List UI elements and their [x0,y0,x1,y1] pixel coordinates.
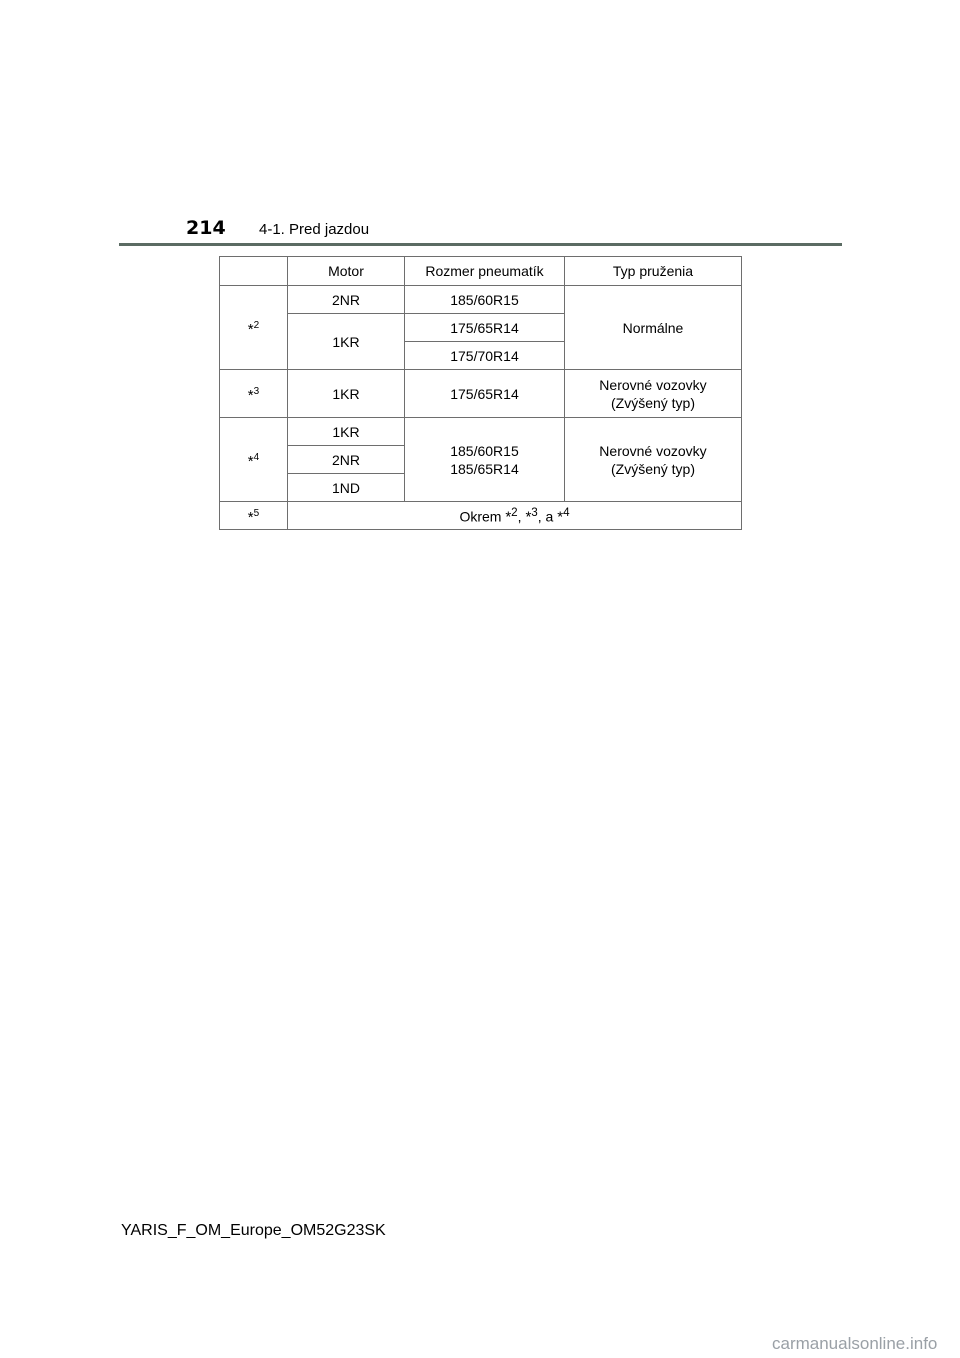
watermark: carmanualsonline.info [772,1334,938,1353]
column-header-tire-size: Rozmer pneumatík [405,257,565,286]
engine-cell: 1KR [288,314,405,370]
engine-cell: 2NR [288,286,405,314]
row-marker-2: *$^2$ [220,286,288,370]
suspension-cell [565,418,742,502]
suspension-cell [565,370,742,418]
except-cell: Okrem *$^2$, *$^3$, a *$^4$ [288,502,742,530]
footer-doc-code: YARIS_F_OM_Europe_OM52G23SK [121,1222,386,1239]
row-marker-3: *$^3$ [220,370,288,418]
suspension-line: (Zvýšený typ) [610,460,695,477]
spec-table [219,256,742,530]
tire-cell: 175/65R14 [405,370,565,418]
table-row [220,502,742,530]
table-row [220,370,742,418]
tire-line: 185/65R14 [450,460,519,477]
column-header-suspension: Typ pruženia [565,257,742,286]
engine-cell: 1ND [288,474,405,502]
suspension-line: (Zvýšený typ) [610,394,695,411]
row-marker-5: *$^5$ [220,502,288,530]
page-number: 214 [186,217,226,239]
tire-line: 185/60R15 [450,442,519,459]
table-row [220,418,742,446]
column-header-blank [220,257,288,286]
section-title: 4-1. Pred jazdou [259,221,370,238]
engine-cell: 1KR [288,418,405,446]
column-header-motor: Motor [288,257,405,286]
header-rule [119,243,842,246]
suspension-line: Nerovné vozovky [599,442,707,459]
suspension-line: Nerovné vozovky [599,376,707,393]
tire-cell: 175/70R14 [405,342,565,370]
tire-cell: 175/65R14 [405,314,565,342]
table-row [220,286,742,314]
engine-cell: 1KR [288,370,405,418]
row-marker-4: *$^4$ [220,418,288,502]
engine-cell: 2NR [288,446,405,474]
table-header-row [220,257,742,286]
tire-cell: 185/60R15 [405,286,565,314]
suspension-cell: Normálne [565,286,742,370]
tire-cell [405,418,565,502]
